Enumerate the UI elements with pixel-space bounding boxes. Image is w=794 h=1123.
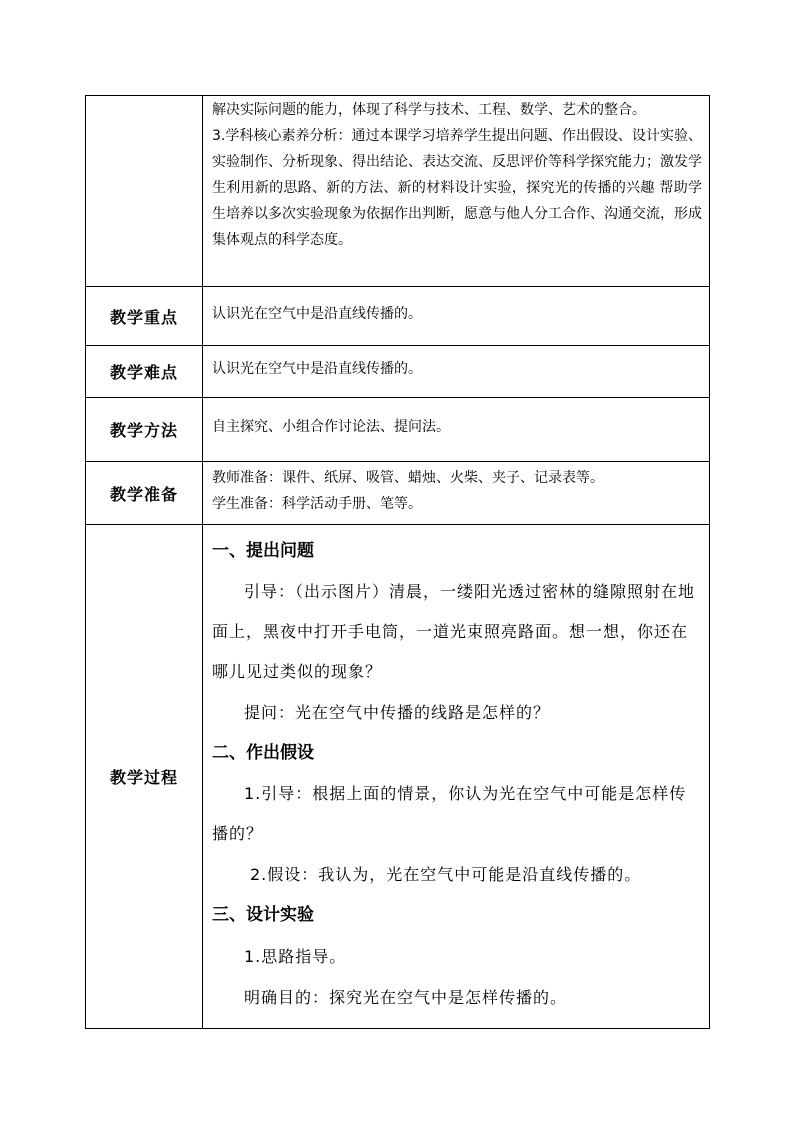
method-text: 自主探究、小组合作讨论法、提问法。 [203, 398, 710, 462]
process-content [203, 525, 710, 1029]
intro-content-cell [203, 96, 710, 287]
process-label: 教学过程 [86, 525, 203, 1029]
table-row-method [86, 398, 710, 462]
preparation-teacher: 教师准备：课件、纸屏、吸管、蜡烛、火柴、夹子、记录表等。 [212, 469, 604, 486]
intro-line-2: 3.学科核心素养分析：通过本课学习培养学生提出问题、作出假设、设计实验、实验制作、分析现象、得出结论、表达交流、反思评价等科学探究能力；激发学生利用新的思路、新的方法、新的材料设计实验，探究光的传播的兴趣 帮助学生培养以多次实验现象为依据作出判断，愿意与他人分工合作、沟通交流，形成集体观点的科学态度。 [212, 128, 702, 248]
table-row-key-point [86, 287, 710, 346]
process-section-3-goal: 明确目的：探究光在空气中是怎样传播的。 [244, 988, 568, 1007]
process-section-2-guide: 1.引导：根据上面的情景，你认为光在空气中可能是怎样传播的？ [212, 784, 687, 843]
preparation-content [203, 462, 710, 525]
table-row-intro [86, 96, 710, 287]
key-point-text: 认识光在空气中是沿直线传播的。 [203, 287, 710, 346]
process-section-3-step-1: 1.思路指导。 [244, 947, 347, 966]
preparation-label: 教学准备 [86, 462, 203, 525]
key-point-label: 教学重点 [86, 287, 203, 346]
difficulty-text: 认识光在空气中是沿直线传播的。 [203, 346, 710, 398]
process-section-1-title: 一、提出问题 [212, 541, 314, 561]
intro-line-1: 解决实际问题的能力，体现了科学与技术、工程、数学、艺术的整合。 [212, 102, 646, 118]
process-section-1-guide: 引导：（出示图片）清晨，一缕阳光透过密林的缝隙照射在地面上，黑夜中打开手电筒，一道光束照亮路面。想一想，你还在哪儿见过类似的现象？ [212, 582, 696, 681]
process-section-3-title: 三、设计实验 [212, 905, 314, 925]
table-row-difficulty [86, 346, 710, 398]
process-section-2-hypothesis: 2.假设：我认为，光在空气中可能是沿直线传播的。 [250, 865, 642, 884]
process-section-1-question: 提问：光在空气中传播的线路是怎样的？ [244, 703, 551, 722]
preparation-student: 学生准备：科学活动手册、笔等。 [212, 495, 422, 512]
method-label: 教学方法 [86, 398, 203, 462]
table-row-preparation [86, 462, 710, 525]
table-row-process [86, 525, 710, 1029]
lesson-plan-table [85, 95, 710, 1029]
intro-label-cell [86, 96, 203, 287]
difficulty-label: 教学难点 [86, 346, 203, 398]
process-section-2-title: 二、作出假设 [212, 743, 314, 763]
